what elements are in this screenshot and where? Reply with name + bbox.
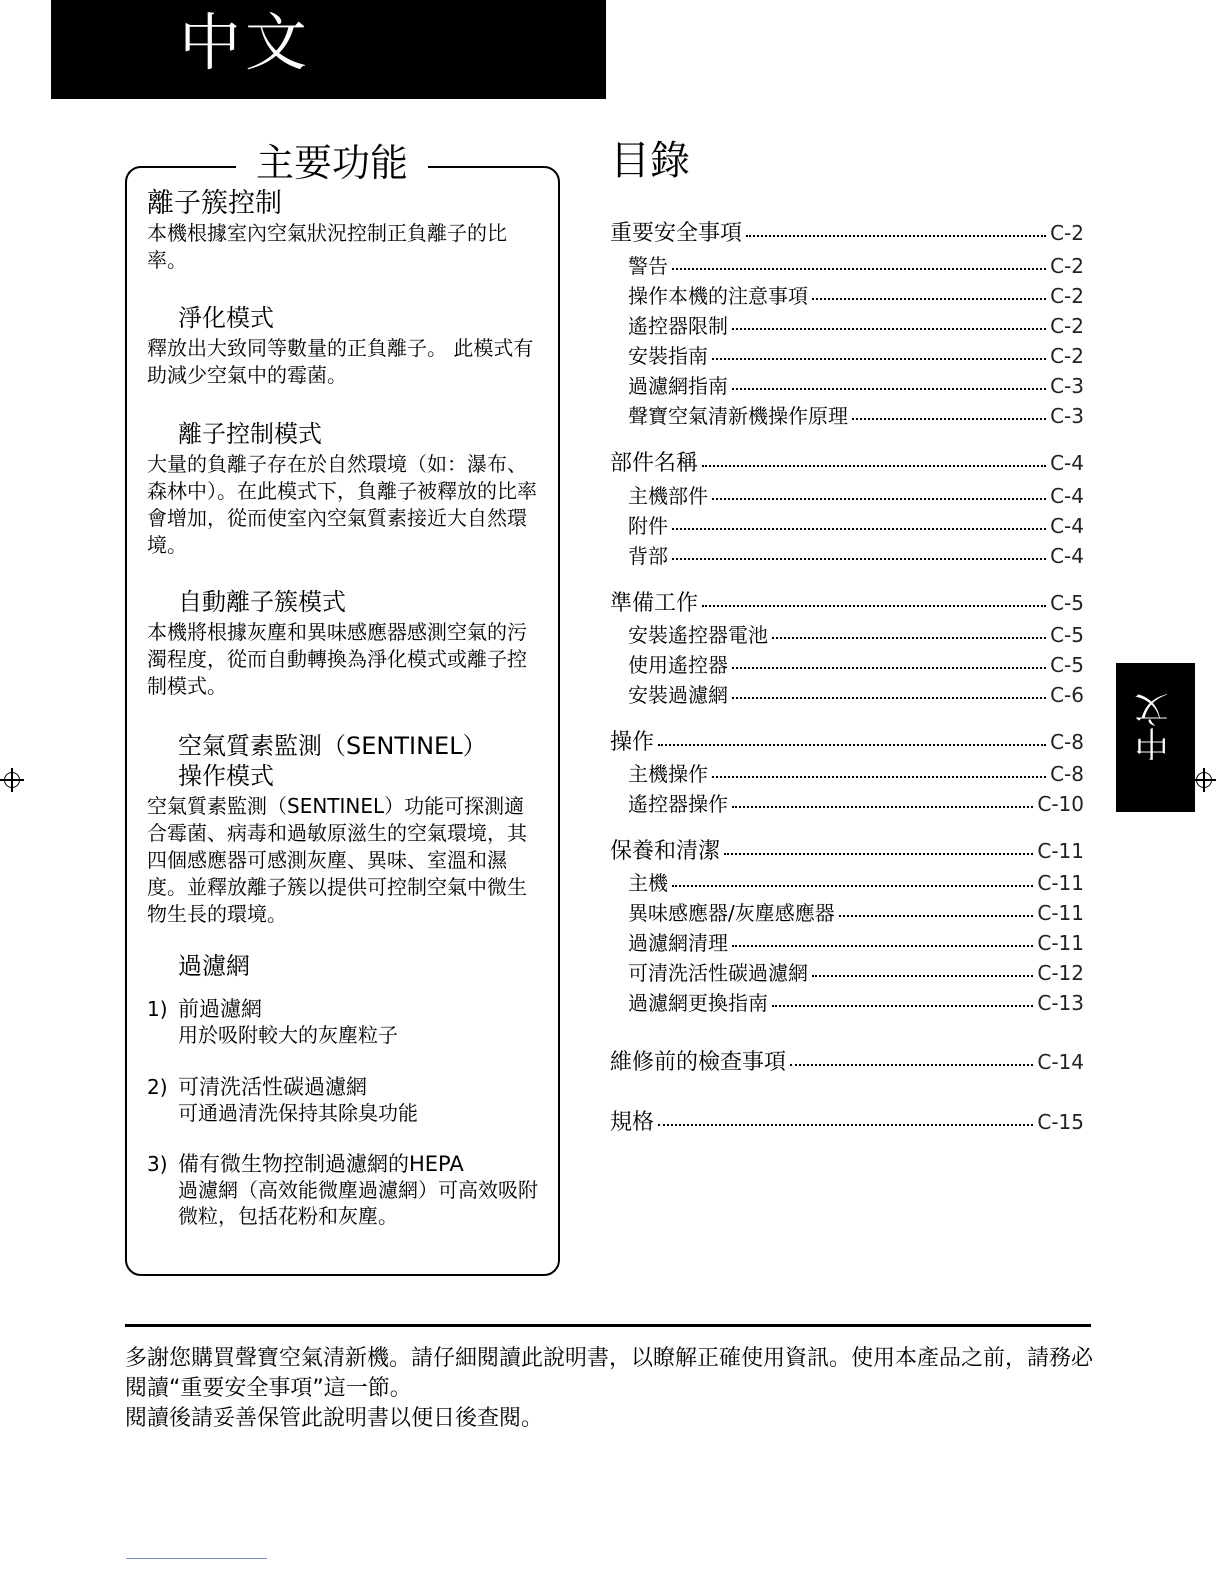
sentinel-heading-line2: 操作模式	[178, 762, 274, 790]
auto-body: 本機將根據灰塵和異味感應器感測空氣的污濁程度，從而自動轉換為淨化模式或離子控制模式。	[147, 620, 527, 698]
toc-entry[interactable]: 安裝遙控器電池 C-5	[628, 623, 1084, 647]
language-side-tab	[1116, 663, 1195, 812]
toc-entry[interactable]: 異味感應器/灰塵感應器 C-11	[628, 901, 1084, 925]
toc-entry[interactable]: 安裝過濾網 C-6	[628, 683, 1084, 707]
toc-entry[interactable]: 安裝指南 C-2	[628, 344, 1084, 368]
filter-2-title: 可清洗活性碳過濾網	[178, 1075, 367, 1099]
filter-2-desc: 可通過清洗保持其除臭功能	[178, 1101, 418, 1125]
toc-entry[interactable]: 操作 C-8	[610, 730, 1084, 755]
sentinel-body: 空氣質素監測（SENTINEL）功能可探測適合霉菌、病毒和過敏原滋生的空氣環境，其四個感應器可感測灰塵、異味、室溫和濕度。並釋放離子簇以提供可控制空氣中微生物生長的環境。	[147, 794, 527, 926]
ion-control-body: 大量的負離子存在於自然環境（如：瀑布、森林中）。在此模式下，負離子被釋放的比率會增加，從而使室內空氣質素接近大自然環境。	[147, 452, 537, 557]
header-bar	[51, 0, 606, 99]
footer-underline	[126, 1558, 267, 1559]
toc-entry[interactable]: 維修前的檢查事項 C-14	[610, 1050, 1084, 1075]
filter-1-num: 1)	[147, 997, 168, 1021]
toc-entry[interactable]: 規格 C-15	[610, 1110, 1084, 1135]
toc-entry[interactable]: 準備工作 C-5	[610, 591, 1084, 616]
features-title: 主要功能	[256, 141, 409, 185]
registration-mark-right	[1192, 768, 1216, 792]
toc-title: 目錄	[610, 138, 690, 184]
filter-3-num: 3)	[147, 1152, 168, 1176]
toc-entry[interactable]: 過濾網更換指南 C-13	[628, 991, 1084, 1015]
side-tab-label: 中文	[1135, 693, 1175, 761]
footer-line2: 閱讀後請妥善保管此說明書以便日後查閱。	[125, 1406, 544, 1431]
registration-mark-left	[0, 768, 24, 792]
footer-line1: 多謝您購買聲寶空氣清新機。請仔細閱讀此說明書，以瞭解正確使用資訊。使用本產品之前，請務必閱讀“重要安全事項”這一節。	[125, 1346, 1094, 1401]
toc-entry[interactable]: 遙控器操作 C-10	[628, 792, 1084, 816]
auto-heading: 自動離子簇模式	[178, 588, 346, 616]
toc-entry[interactable]: 重要安全事項 C-2	[610, 221, 1084, 246]
filters-heading: 過濾網	[178, 952, 250, 980]
toc-entry[interactable]: 背部 C-4	[628, 544, 1084, 568]
toc-entry[interactable]: 主機操作 C-8	[628, 762, 1084, 786]
footer-divider	[125, 1324, 1091, 1327]
toc-entry[interactable]: 可清洗活性碳過濾網 C-12	[628, 961, 1084, 985]
toc-entry[interactable]: 部件名稱 C-4	[610, 451, 1084, 476]
filter-1-title: 前過濾網	[178, 997, 262, 1021]
toc-entry[interactable]: 附件 C-4	[628, 514, 1084, 538]
filter-1-desc: 用於吸附較大的灰塵粒子	[178, 1023, 398, 1047]
toc-entry[interactable]: 操作本機的注意事項 C-2	[628, 284, 1084, 308]
language-title: 中文	[179, 6, 312, 79]
ion-control-heading: 離子控制模式	[178, 420, 322, 448]
toc-entry[interactable]: 警告 C-2	[628, 254, 1084, 278]
filter-3-desc: 過濾網（高效能微塵過濾網）可高效吸附微粒，包括花粉和灰塵。	[178, 1178, 538, 1228]
toc-entry[interactable]: 保養和清潔 C-11	[610, 839, 1084, 864]
ion-cluster-heading: 離子簇控制	[147, 188, 282, 219]
filter-3-title: 備有微生物控制過濾網的HEPA	[178, 1152, 464, 1176]
features-title-wrap	[236, 140, 428, 186]
purify-heading: 淨化模式	[178, 304, 274, 332]
toc-entry[interactable]: 聲寶空氣清新機操作原理 C-3	[628, 404, 1084, 428]
toc-entry[interactable]: 過濾網指南 C-3	[628, 374, 1084, 398]
ion-cluster-body: 本機根據室內空氣狀況控制正負離子的比率。	[147, 221, 507, 272]
toc-entry[interactable]: 主機 C-11	[628, 871, 1084, 895]
purify-body: 釋放出大致同等數量的正負離子。 此模式有助減少空氣中的霉菌。	[147, 336, 534, 387]
sentinel-heading-line1: 空氣質素監測（SENTINEL）	[178, 732, 487, 760]
toc-entry[interactable]: 過濾網清理 C-11	[628, 931, 1084, 955]
toc-entry[interactable]: 使用遙控器 C-5	[628, 653, 1084, 677]
filter-2-num: 2)	[147, 1075, 168, 1099]
footer-intro	[125, 1344, 1095, 1434]
toc-entry[interactable]: 主機部件 C-4	[628, 484, 1084, 508]
toc-entry[interactable]: 遙控器限制 C-2	[628, 314, 1084, 338]
